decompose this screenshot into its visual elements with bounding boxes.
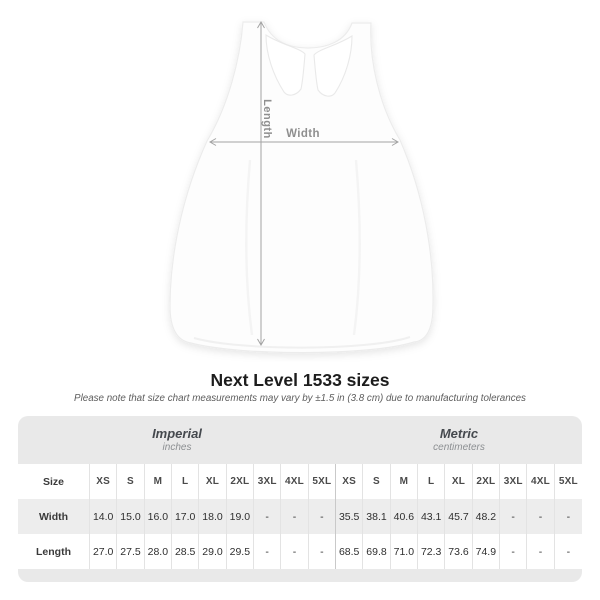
size-header-cell: 5XL [558, 476, 578, 487]
metric-group-header [336, 416, 582, 464]
tank-top-silhouette [170, 22, 433, 353]
value-cell: 27.0 [90, 534, 117, 569]
size-header-cell: L [418, 464, 445, 499]
size-header-cell: XL [445, 464, 472, 499]
value-cell: 18.0 [199, 499, 226, 534]
value-cell: - [281, 499, 308, 534]
size-header-cell: XS [90, 464, 117, 499]
value-cell: 28.0 [145, 534, 172, 569]
value-cell: 28.5 [172, 534, 199, 569]
value-cell: - [527, 534, 554, 569]
value-cell: 69.8 [363, 534, 390, 569]
metric-label: Metric [439, 426, 479, 441]
imperial-unit-label: inches [162, 442, 192, 453]
value-cell: 15.0 [117, 499, 144, 534]
value-cell: 40.6 [391, 499, 418, 534]
size-header-cell: M [145, 464, 172, 499]
size-header-cell: XL [199, 464, 226, 499]
size-column-header: Size [18, 464, 90, 499]
value-cell: - [527, 499, 554, 534]
value-cell: 74.9 [473, 534, 500, 569]
width-measure-label: Width [286, 128, 320, 140]
size-header-cell: 4XL [527, 464, 554, 499]
value-cell: 16.0 [145, 499, 172, 534]
value-cell: 35.5 [336, 499, 363, 534]
value-cell: - [500, 534, 527, 569]
size-header-cell: XS [336, 464, 363, 499]
size-header-cell: S [117, 464, 144, 499]
size-header-cell: L [172, 464, 199, 499]
size-chart-table [18, 416, 582, 582]
imperial-group-header [18, 416, 336, 464]
value-cell: - [254, 534, 281, 569]
value-cell: 19.0 [227, 499, 254, 534]
value-cell: 43.1 [418, 499, 445, 534]
row-label: Width [18, 499, 90, 534]
value-cell: 14.0 [90, 499, 117, 534]
size-header-cell: 3XL [254, 464, 281, 499]
value-cell: 27.5 [117, 534, 144, 569]
value-cell: - [281, 534, 308, 569]
table-footer-bar [18, 569, 582, 582]
size-header-cell: M [391, 464, 418, 499]
size-header-cell: 5XL [309, 464, 336, 499]
metric-unit-label: centimeters [433, 442, 485, 453]
size-header-cell: 2XL [227, 464, 254, 499]
value-cell: 29.5 [227, 534, 254, 569]
row-label: Length [18, 534, 90, 569]
value-cell: - [254, 499, 281, 534]
value-cell: 71.0 [391, 534, 418, 569]
size-header-cell: 3XL [500, 464, 527, 499]
value-cell: 73.6 [445, 534, 472, 569]
value-cell: - [500, 499, 527, 534]
value-cell: - [309, 534, 336, 569]
value-cell: 17.0 [172, 499, 199, 534]
value-cell: 68.5 [336, 534, 363, 569]
value-cell: 38.1 [363, 499, 390, 534]
tolerance-note: Please note that size chart measurements may vary by ±1.5 in (3.8 cm) due to manufacturing tolerances [74, 393, 526, 404]
value-cell: - [309, 499, 336, 534]
imperial-label: Imperial [152, 426, 202, 441]
size-header-cell: S [363, 464, 390, 499]
value-cell: 72.3 [418, 534, 445, 569]
page-title: Next Level 1533 sizes [210, 370, 390, 390]
value-cell: 29.0 [199, 534, 226, 569]
value-cell: 48.2 [473, 499, 500, 534]
value-cell: - [566, 545, 571, 558]
size-header-cell: 4XL [281, 464, 308, 499]
value-cell: 45.7 [445, 499, 472, 534]
length-measure-label: Length [261, 99, 274, 139]
value-cell: - [555, 499, 582, 534]
size-header-cell: 2XL [473, 464, 500, 499]
